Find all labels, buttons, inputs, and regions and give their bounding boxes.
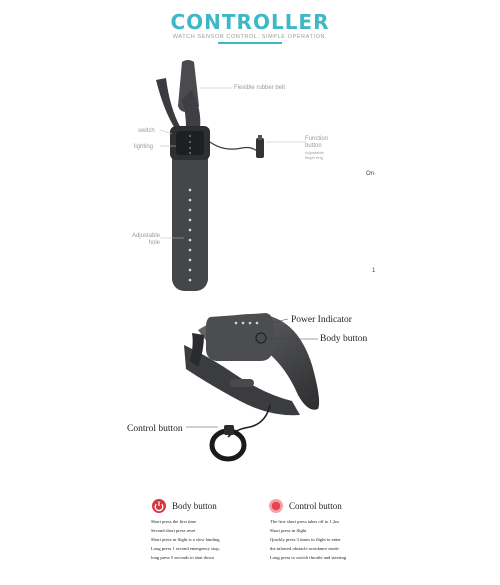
body-legend-line: Second short press reset: [151, 528, 196, 533]
control-legend-line: the infrared obstacle avoidance mode: [270, 546, 339, 551]
control-legend-line: Long press to switch throttle and steering: [270, 555, 347, 560]
label-function-button: Function button: [305, 136, 329, 149]
control-legend-line: Quickly press 3 times in flight to enter: [270, 537, 341, 542]
label-lighting: lighting: [134, 144, 154, 150]
label-flexible-belt: Flexible rubber belt: [234, 85, 286, 91]
record-dot-icon: [268, 498, 284, 514]
label-stray-on: On·: [366, 171, 377, 177]
title-underline: [218, 42, 282, 44]
cable: [210, 142, 258, 152]
label-power-indicator: Power Indicator: [291, 315, 352, 325]
controller-module: [206, 313, 274, 361]
strap-side: [156, 78, 182, 130]
body-legend-line: long press 5 seconds to shut down: [151, 555, 214, 560]
control-legend-line: Short press in flight: [270, 528, 307, 533]
product-photo: [170, 305, 340, 475]
body-legend-line: Short press in flight is a slow landing: [151, 537, 220, 542]
function-button: [258, 135, 262, 140]
label-control-button: Control button: [127, 424, 183, 434]
label-switch: switch: [138, 128, 155, 134]
page-title: CONTROLLER: [170, 10, 330, 34]
photo-finger-ring: [212, 431, 244, 459]
label-adjustable-hole: Adjustable hole: [131, 233, 160, 246]
control-legend-line: The first short press takes off to 1.2m: [270, 519, 339, 524]
label-finger-ring: Adjustable finger ring: [305, 150, 324, 160]
power-icon: [151, 498, 167, 514]
label-stray-1: 1: [372, 268, 376, 274]
body-legend-title: Body button: [172, 501, 217, 511]
label-body-button: Body button: [320, 334, 368, 344]
control-legend-title: Control button: [289, 501, 342, 511]
body-legend-line: Long press 1 second emergency stop,: [151, 546, 220, 551]
page-subtitle: WATCH SENSOR CONTROL, SIMPLE OPERATION.: [172, 34, 328, 40]
finger-ring: [256, 138, 264, 158]
body-legend-line: Short press the first time: [151, 519, 197, 524]
